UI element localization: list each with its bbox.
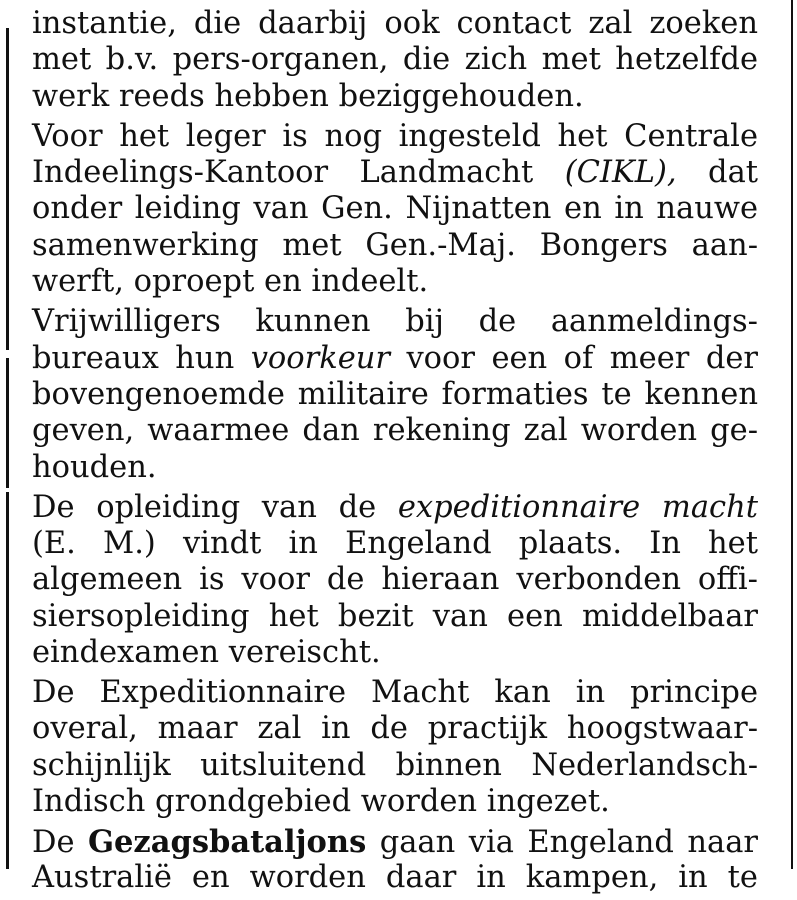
- paragraph: [32, 119, 758, 301]
- text-segment: Vrijwilligers kunnen bij de aanmeldings-: [32, 304, 758, 340]
- text-line: [32, 748, 758, 784]
- paragraph: [32, 675, 758, 821]
- text-line: [32, 490, 758, 526]
- text-line: [32, 784, 758, 820]
- paragraph: [32, 490, 758, 672]
- text-segment: schijnlijk uitsluitend binnen Nederlandsch-: [32, 747, 758, 783]
- text-segment: De Expeditionnaire Macht kan in principe: [32, 675, 758, 711]
- text-line: [32, 119, 758, 155]
- text-segment: geven, waarmee dan rekening zal worden ge-: [32, 413, 758, 449]
- text-segment: voor een of meer der: [389, 340, 758, 376]
- text-segment: De opleiding van de: [32, 489, 398, 525]
- text-segment: bovengenoemde militaire formaties te kennen: [32, 376, 758, 412]
- text-line: [32, 155, 758, 191]
- margin-rule-left: [6, 28, 9, 350]
- text-line: [32, 304, 758, 340]
- text-segment: eindexamen vereischt.: [32, 635, 381, 671]
- text-line: [32, 860, 758, 896]
- text-line: [32, 824, 758, 860]
- text-segment: onder leiding van Gen. Nijnatten en in nauwe: [32, 191, 758, 227]
- italic-text: voorkeur: [250, 340, 390, 376]
- text-line: [32, 228, 758, 264]
- text-line: [32, 413, 758, 449]
- text-line: [32, 341, 758, 377]
- text-line: [32, 79, 758, 115]
- text-segment: samenwerking met Gen.-Maj. Bongers aan-: [32, 227, 758, 263]
- italic-text: expeditionnaire macht: [397, 489, 758, 525]
- paragraph: [32, 824, 758, 897]
- text-segment: bureaux hun: [32, 340, 251, 376]
- text-line: [32, 675, 758, 711]
- margin-rule-left: [6, 358, 9, 488]
- text-line: [32, 42, 758, 78]
- text-segment: algemeen is voor de hieraan verbonden offi-: [32, 562, 758, 598]
- text-segment: gaan via Engeland naar: [366, 825, 758, 861]
- text-segment: Australië en worden daar in kampen, in te: [32, 860, 758, 896]
- page-border-right: [791, 0, 793, 869]
- text-segment: Voor het leger is nog ingesteld het Centrale: [32, 118, 758, 154]
- text-segment: instantie, die daarbij ook contact zal zoeken: [32, 6, 758, 41]
- text-segment: De: [32, 825, 88, 861]
- text-line: [32, 526, 758, 562]
- text-line: [32, 599, 758, 635]
- text-line: [32, 711, 758, 747]
- margin-rule-left: [6, 492, 9, 869]
- text-segment: met b.v. pers-organen, die zich met hetzelfde: [32, 42, 758, 78]
- text-line: [32, 191, 758, 227]
- text-segment: werft, oproept en indeelt.: [32, 264, 429, 300]
- text-segment: Indeelings-Kantoor Landmacht: [32, 155, 565, 191]
- text-segment: overal, maar zal in de practijk hoogstwaar-: [32, 711, 758, 747]
- text-line: [32, 450, 758, 486]
- text-segment: houden.: [32, 449, 157, 485]
- text-line: [32, 562, 758, 598]
- text-line: [32, 377, 758, 413]
- text-segment: Indisch grondgebied worden ingezet.: [32, 784, 610, 820]
- paragraph: [32, 304, 758, 486]
- text-segment: dat: [676, 155, 759, 191]
- text-line: [32, 6, 758, 42]
- italic-text: (CIKL),: [564, 155, 677, 191]
- text-segment: siersopleiding het bezit van een middelbaar: [32, 598, 758, 634]
- paragraph: [32, 6, 758, 115]
- text-segment: werk reeds hebben beziggehouden.: [32, 78, 584, 114]
- text-segment: (E. M.) vindt in Engeland plaats. In het: [32, 525, 758, 561]
- text-column: [32, 6, 758, 900]
- text-line: [32, 635, 758, 671]
- bold-text: Gezagsbataljons: [87, 824, 367, 861]
- text-line: [32, 264, 758, 300]
